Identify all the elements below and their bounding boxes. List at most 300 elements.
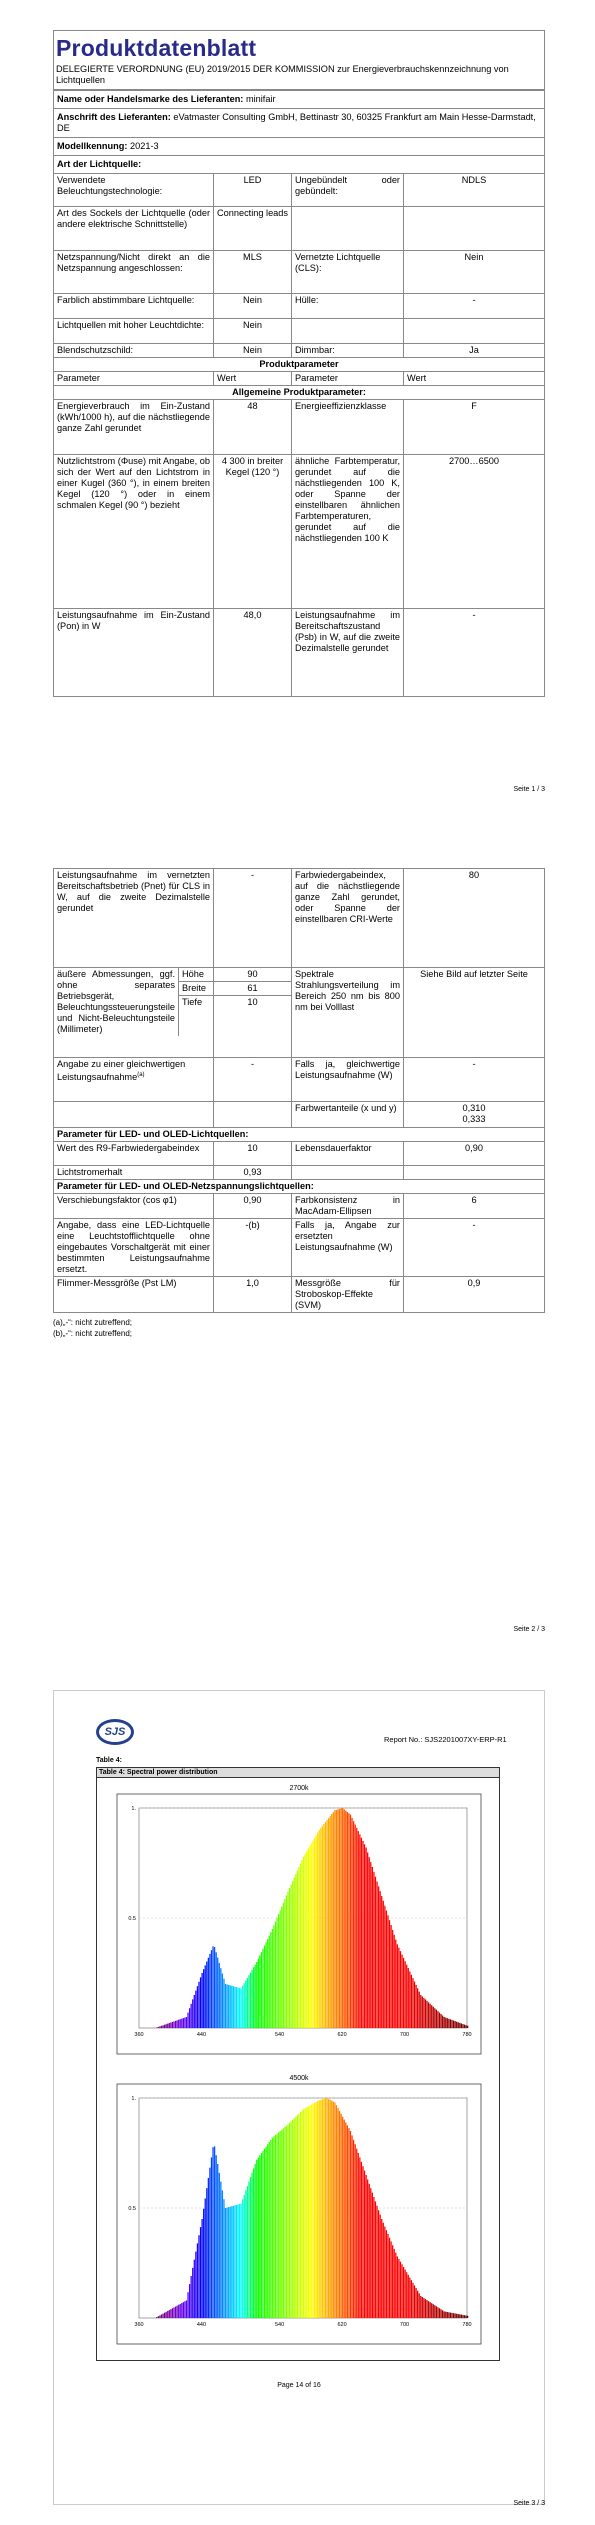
report-number: Report No.: SJS2201007XY-ERP-R1: [384, 1735, 507, 1744]
spectrum-bar: [367, 2179, 368, 2318]
spectrum-bar: [209, 2168, 210, 2318]
spectrum-bar: [156, 2317, 157, 2318]
spectrum-bar: [258, 2157, 259, 2318]
cri-value: 80: [404, 869, 545, 968]
spectrum-bar: [369, 1857, 370, 2028]
spectrum-bar: [247, 1978, 248, 2028]
spectrum-bar: [170, 2309, 171, 2318]
replw-label: Falls ja, Angabe zur ersetzten Leistungsaufnahme (W): [292, 1219, 404, 1277]
spectrum-bar: [339, 1809, 340, 2028]
spectrum-bar: [294, 1878, 295, 2028]
spectrum-bar: [236, 1987, 237, 2028]
spectrum-bar: [381, 1896, 382, 2028]
spectrum-bar: [206, 2188, 207, 2318]
spectrum-bar: [461, 2315, 462, 2318]
chroma-label: Farbwertanteile (x und y): [292, 1102, 404, 1128]
spectrum-bar: [394, 1935, 395, 2028]
page-3: [53, 1690, 545, 2505]
spectrum-bar: [205, 2198, 206, 2318]
psb-label: Leistungsaufnahme im Bereitschaftszustand (Psb) in W, auf die zweite Dezimalstelle gerundet: [292, 609, 404, 697]
table-cell: Farblich abstimmbare Lichtquelle:: [54, 294, 214, 319]
spectrum-bar: [205, 1965, 206, 2028]
spectrum-bar: [245, 1980, 246, 2028]
spectrum-bar: [384, 1906, 385, 2028]
spectrum-bar: [270, 1932, 271, 2028]
spectrum-bar: [372, 2193, 373, 2318]
spectrum-bar: [387, 1915, 388, 2028]
eq-label: Angabe zu einer gleichwertigen Leistungsaufnahme$^{(a)}$: [54, 1058, 214, 1102]
spectrum-bar: [212, 2147, 213, 2318]
spectrum-bar: [344, 2120, 345, 2318]
spectrum-bar: [458, 2314, 459, 2318]
spectrum-bar: [309, 1846, 310, 2028]
spectrum-bar: [351, 1818, 352, 2028]
spectrum-bar: [328, 1818, 329, 2028]
spectrum-bar: [356, 1828, 357, 2028]
pon-value: 48,0: [214, 609, 292, 697]
spectrum-bar: [440, 2014, 441, 2028]
spectrum-bar: [156, 2027, 157, 2028]
spectrum-bar: [414, 2285, 415, 2318]
spectrum-bar: [183, 2302, 184, 2318]
spectrum-bar: [405, 2270, 406, 2318]
x-tick-label: 540: [274, 2322, 285, 2328]
chart-title: 4500k: [289, 2075, 309, 2082]
spectrum-bar: [326, 2098, 327, 2318]
x-tick-label: 440: [196, 2322, 207, 2328]
spectrum-bar: [426, 2300, 427, 2318]
eq-label-text: Angabe zu einer gleichwertigen Leistungsaufnahme: [57, 1059, 186, 1083]
spectrum-bar: [289, 2123, 290, 2318]
spectrum-bar: [175, 2021, 176, 2028]
spectrum-bar: [275, 1922, 276, 2028]
table-cell: Ja: [404, 344, 545, 358]
spectrum-bar: [200, 2227, 201, 2318]
spectrum-bar: [186, 2017, 187, 2028]
spectrum-bar: [195, 2252, 196, 2318]
spectrum-bar: [403, 1958, 404, 2028]
spectrum-bar: [356, 2149, 357, 2318]
spectrum-bar: [458, 2022, 459, 2028]
spectrum-bar: [241, 2204, 242, 2318]
spectrum-bar: [286, 2126, 287, 2318]
spectrum-bar: [303, 1856, 304, 2028]
spectrum-bar: [361, 2162, 362, 2318]
spectrum-bar: [333, 2102, 334, 2318]
spectrum-bar: [198, 2235, 199, 2318]
repl-value: -(b): [214, 1219, 292, 1277]
spectrum-bar: [223, 1979, 224, 2028]
dims-values: [214, 968, 292, 1058]
spectrum-bar: [411, 2280, 412, 2318]
spectrum-bar: [455, 2313, 456, 2318]
table-cell: Nein: [214, 344, 292, 358]
table-title: Table 4:: [96, 1757, 122, 1764]
spectrum-bar: [297, 1870, 298, 2028]
spectrum-bar: [353, 2140, 354, 2318]
spectrum-bar: [408, 2275, 409, 2318]
spectrum-bar: [355, 2144, 356, 2318]
spectrum-bar: [273, 1925, 274, 2028]
spectrum-bar: [414, 1982, 415, 2028]
page-number: Page 14 of 16: [277, 2382, 321, 2389]
spectrum-bar: [323, 2099, 324, 2318]
spectrum-bar: [201, 2219, 202, 2318]
spectrum-bar: [417, 2291, 418, 2318]
spectrum-bar: [425, 2299, 426, 2318]
spectrum-bar: [272, 2138, 273, 2318]
spectrum-bar: [456, 2022, 457, 2028]
spectrum-bar: [436, 2010, 437, 2028]
spectrum-bar: [400, 1951, 401, 2028]
spectrum-bar: [389, 1920, 390, 2028]
spectrum-bar: [283, 2128, 284, 2318]
spectrum-bar: [264, 2149, 265, 2318]
spectrum-bar: [166, 2312, 167, 2318]
spectrum-bar: [167, 2024, 168, 2028]
spectrum-bar: [166, 2024, 167, 2028]
footnotes: [53, 1317, 545, 1339]
empty-cell: [54, 1102, 214, 1128]
led-section: Parameter für LED- und OLED-Lichtquellen:: [54, 1128, 545, 1142]
col-header: Wert: [404, 372, 545, 386]
spectrum-bar: [175, 2307, 176, 2318]
spectrum-bar: [184, 2301, 185, 2318]
spectrum-bar: [253, 1967, 254, 2028]
spectrum-bar: [367, 1852, 368, 2028]
spectrum-bar: [162, 2025, 163, 2028]
spectrum-bar: [450, 2019, 451, 2028]
y-tick-label: 0.5: [128, 2206, 136, 2212]
spectrum-bar: [237, 2204, 238, 2318]
spectrum-bar: [330, 1816, 331, 2028]
spectrum-bar: [311, 1843, 312, 2028]
spectrum-bar: [183, 2018, 184, 2028]
spectrum-bar: [295, 2117, 296, 2318]
spectrum-bar: [434, 2305, 435, 2318]
spectrum-bar: [400, 2262, 401, 2318]
spectrum-bar: [308, 1848, 309, 2028]
x-tick-label: 540: [274, 2032, 285, 2038]
spectrum-bar: [386, 2230, 387, 2318]
spectrum-bar: [276, 2134, 277, 2318]
spectrum-bar: [464, 2315, 465, 2318]
spectrum-chart-1: [117, 2075, 481, 2344]
spectrum-bar: [287, 1892, 288, 2028]
y-tick-label: 0.5: [128, 1916, 136, 1922]
spectrum-bar: [406, 2272, 407, 2318]
spectrum-bar: [262, 1949, 263, 2028]
spectrum-bar: [280, 1910, 281, 2028]
spectrum-bar: [315, 1835, 316, 2028]
spectrum-bar: [375, 1877, 376, 2028]
spectrum-bar: [358, 2153, 359, 2318]
spectrum-bar: [306, 2107, 307, 2318]
height-label: Höhe: [179, 968, 213, 982]
spectrum-bar: [191, 2004, 192, 2028]
spectrum-bar: [422, 1996, 423, 2028]
spectrum-bar: [333, 1812, 334, 2028]
spectrum-bar: [373, 2197, 374, 2318]
spectrum-bar: [261, 1952, 262, 2028]
company-logo: SJS: [96, 1719, 134, 1745]
spectrum-bar: [358, 1831, 359, 2028]
flux-label: Nutzlichtstrom (Φuse) mit Angabe, ob sich der Wert auf den Lichtstrom in einer Kugel (360 °), in einem breiten Kegel (120 °) oder in einem schmalen Kegel (90 °) bezieht: [54, 455, 214, 609]
spectrum-bar: [297, 2115, 298, 2318]
spectrum-bar: [284, 2127, 285, 2318]
spectrum-bar: [253, 2168, 254, 2318]
eqw-label: Falls ja, gleichwertige Leistungsaufnahme (W): [292, 1058, 404, 1102]
eqw-value: -: [404, 1058, 545, 1102]
spectrum-bar: [381, 2219, 382, 2318]
spectrum-bar: [216, 1952, 217, 2028]
spectrum-bar: [326, 1820, 327, 2028]
spectrum-bar: [331, 2101, 332, 2318]
x-tick-label: 360: [134, 2032, 144, 2038]
spectrum-bar: [303, 2109, 304, 2318]
spectrum-bar: [275, 2135, 276, 2318]
spectrum-bar: [315, 2102, 316, 2318]
spectrum-bar: [439, 2013, 440, 2028]
spectrum-bar: [269, 1936, 270, 2028]
spectrum-bar: [434, 2008, 435, 2028]
spectrum-bar: [437, 2011, 438, 2028]
spectrum-bar: [342, 1808, 343, 2028]
spectrum-bar: [164, 2313, 165, 2318]
spectrum-bar: [226, 2208, 227, 2318]
spectrum-bar: [444, 2311, 445, 2318]
table-cell: Verwendete Beleuchtungstechnologie:: [54, 174, 214, 207]
spectrum-bar: [200, 1977, 201, 2028]
dims-cell: [54, 968, 214, 1058]
table-cell: LED: [214, 174, 292, 207]
spectrum-bar: [423, 2298, 424, 2318]
spectrum-chart-0: [117, 1785, 481, 2054]
psb-value: -: [404, 609, 545, 697]
table-cell: [292, 207, 404, 251]
spectrum-bar: [433, 2007, 434, 2028]
spectrum-bar: [298, 1867, 299, 2028]
spectrum-bar: [220, 1968, 221, 2028]
spectrum-bar: [322, 1826, 323, 2028]
x-tick-label: 780: [462, 2322, 472, 2328]
spectrum-bar: [192, 1999, 193, 2028]
spectrum-bar: [336, 2105, 337, 2318]
spd-value: Siehe Bild auf letzter Seite: [404, 968, 545, 1058]
x-tick-label: 700: [399, 2032, 410, 2038]
spectrum-bar: [440, 2309, 441, 2318]
x-tick-label: 620: [337, 2322, 347, 2328]
spectrum-bar: [209, 1954, 210, 2028]
spectrum-bar: [401, 1955, 402, 2028]
maint-value: 0,93: [214, 1166, 292, 1180]
spectrum-bar: [465, 2316, 466, 2318]
spectrum-bar: [387, 2234, 388, 2318]
x-tick-label: 360: [134, 2322, 144, 2328]
spectrum-bar: [203, 1969, 204, 2028]
spectrum-bar: [180, 2304, 181, 2318]
spectrum-bar: [386, 1911, 387, 2028]
x-tick-label: 700: [399, 2322, 410, 2328]
empty-cell: [292, 1166, 404, 1180]
spectrum-bar: [372, 1867, 373, 2028]
spectrum-bar: [208, 1958, 209, 2028]
spectrum-bar: [417, 1988, 418, 2028]
spectrum-bar: [259, 1955, 260, 2028]
spectrum-bar: [191, 2276, 192, 2318]
spectrum-bar: [369, 2184, 370, 2318]
spectrum-bar: [355, 1825, 356, 2029]
empty-cell: [214, 1102, 292, 1128]
pf-label: Verschiebungsfaktor (cos φ1): [54, 1194, 214, 1219]
spectrum-bar: [181, 2019, 182, 2028]
spectrum-bar: [159, 2315, 160, 2318]
spectrum-bar: [273, 2136, 274, 2318]
spectrum-bar: [194, 1995, 195, 2028]
table-cell: Nein: [214, 319, 292, 344]
spectrum-bar: [330, 2100, 331, 2318]
spectrum-bar: [305, 2108, 306, 2318]
spectrum-bar: [451, 2020, 452, 2028]
supplier-name-label: Name oder Handelsmarke des Lieferanten:: [57, 94, 244, 104]
spectrum-bar: [306, 1851, 307, 2028]
spectrum-bar: [226, 1984, 227, 2028]
spectrum-bar: [234, 2205, 235, 2318]
product-params-heading: Produktparameter: [54, 358, 545, 372]
spectrum-bar: [337, 2108, 338, 2318]
general-params-heading: Allgemeine Produktparameter:: [54, 386, 545, 400]
spectrum-bar: [415, 1985, 416, 2028]
spectrum-bar: [331, 1814, 332, 2028]
repl-label: Angabe, dass eine LED-Lichtquelle eine Leuchtstofflichtquelle ohne eingebautes Vorschaltgerät mit einer bestimmten Leistungsaufnahme ersetzt.: [54, 1219, 214, 1277]
r9-label: Wert des R9-Farbwiedergabeindex: [54, 1142, 214, 1166]
spectrum-bar: [345, 2122, 346, 2318]
spectrum-bar: [370, 2188, 371, 2318]
address: eVatmaster Consulting GmbH, Bettinastr 30, 60325 Frankfurt am Main Hesse-Darmstadt, DE: [57, 112, 536, 133]
spectrum-bar: [176, 2306, 177, 2318]
spectrum-bar: [230, 1985, 231, 2028]
spectrum-bar: [187, 2292, 188, 2318]
spectrum-bar: [262, 2151, 263, 2318]
spectrum-bar: [186, 2300, 187, 2318]
flux-value: 4 300 in breiter Kegel (120 °): [214, 455, 292, 609]
spectrum-bar: [340, 1808, 341, 2028]
energy-value: 48: [214, 400, 292, 455]
page-1: [53, 30, 545, 697]
page-footer: Seite 1 / 3: [513, 786, 545, 793]
spectrum-bar: [359, 2157, 360, 2318]
spectrum-bar: [231, 2206, 232, 2318]
spectrum-bar: [365, 2175, 366, 2318]
spectrum-bar: [395, 1940, 396, 2028]
chroma-x: 0,310: [462, 1103, 486, 1113]
spectrum-bar: [180, 2019, 181, 2028]
spectrum-bar: [225, 1984, 226, 2028]
spectrum-bar: [217, 2164, 218, 2318]
spectrum-bar: [309, 2105, 310, 2318]
spectrum-bar: [219, 1963, 220, 2028]
pon-label: Leistungsaufnahme im Ein-Zustand (Pon) in W: [54, 609, 214, 697]
spectrum-bar: [453, 2021, 454, 2028]
spectrum-bar: [292, 2120, 293, 2318]
spectrum-bar: [295, 1874, 296, 2028]
flicker-value: 1,0: [214, 1277, 292, 1313]
spectrum-bar: [447, 2312, 448, 2318]
cri-label: Farbwiedergabeindex, auf die nächstliegende ganze Zahl gerundet, oder Spanne der einstellbaren CRI-Werte: [292, 869, 404, 968]
depth-value: 10: [247, 997, 258, 1007]
spectrum-bar: [287, 2124, 288, 2318]
spectrum-bar: [222, 2190, 223, 2318]
spectrum-bar: [237, 1988, 238, 2028]
energy-label: Energieverbrauch im Ein-Zustand (kWh/1000 h), auf die nächstliegende ganze Zahl gerundet: [54, 400, 214, 455]
table-cell: Connecting leads: [214, 207, 292, 251]
spectrum-bar: [222, 1973, 223, 2028]
table-cell: Lichtquellen mit hoher Leuchtdichte:: [54, 319, 214, 344]
life-value: 0,90: [404, 1142, 545, 1166]
spectrum-bar: [390, 2241, 391, 2318]
spectrum-bar: [176, 2020, 177, 2028]
table-cell: [292, 319, 404, 344]
spectrum-bar: [425, 1999, 426, 2028]
spectrum-bar: [169, 2023, 170, 2028]
spectrum-bar: [337, 1809, 338, 2028]
table-cell: [404, 207, 545, 251]
spectrum-bar: [350, 1815, 351, 2028]
spectrum-bar: [431, 2005, 432, 2028]
spectrum-bar: [322, 2099, 323, 2318]
spectrum-bar: [233, 2206, 234, 2318]
table-cell: Art des Sockels der Lichtquelle (oder andere elektrische Schnittstelle): [54, 207, 214, 251]
spectrum-bar: [462, 2315, 463, 2318]
spectrum-bar: [451, 2313, 452, 2318]
spectrum-bar: [283, 1903, 284, 2028]
spectral-charts: [97, 1778, 499, 2356]
spectrum-bar: [276, 1918, 277, 2028]
col-header: Parameter: [54, 372, 214, 386]
page-title: Produktdatenblatt: [56, 35, 257, 61]
life-label: Lebensdauerfaktor: [292, 1142, 404, 1166]
spectrum-bar: [323, 1824, 324, 2028]
spectrum-bar: [398, 1948, 399, 2028]
spectrum-bar: [422, 2297, 423, 2318]
flicker-label: Flimmer-Messgröße (Pst LM): [54, 1277, 214, 1313]
spectrum-bar: [258, 1959, 259, 2028]
spectrum-bar: [365, 1848, 366, 2028]
spectrum-bar: [361, 1838, 362, 2028]
replw-value: -: [404, 1219, 545, 1277]
spectrum-bar: [278, 1914, 279, 2028]
dims-label: äußere Abmessungen, ggf. ohne separates Betriebsgerät, Beleuchtungssteuerungsteile und Nicht-Beleuchtungsteile (Millimeter): [54, 968, 179, 1036]
spectrum-bar: [231, 1986, 232, 2028]
strobe-label: Messgröße für Stroboskop-Effekte (SVM): [292, 1277, 404, 1313]
spectrum-bar: [300, 2112, 301, 2318]
empty-cell: [404, 1166, 545, 1180]
pnet-label: Leistungsaufnahme im vernetzten Bereitschaftsbetrieb (Pnet) für CLS in W, auf die zweite Dezimalstelle gerundet: [54, 869, 214, 968]
spectrum-bar: [397, 2256, 398, 2318]
spectrum-bar: [431, 2303, 432, 2318]
spectrum-bar: [312, 2104, 313, 2318]
pf-value: 0,90: [214, 1194, 292, 1219]
spectrum-bar: [170, 2023, 171, 2029]
spectrum-bar: [455, 2021, 456, 2028]
x-tick-label: 780: [462, 2032, 472, 2038]
spectrum-bar: [267, 2144, 268, 2318]
spectrum-bar: [291, 1885, 292, 2028]
spectrum-bar: [375, 2201, 376, 2318]
spectrum-bar: [392, 1930, 393, 2028]
spectrum-bar: [214, 1947, 215, 2028]
spectrum-bar: [420, 1995, 421, 2028]
